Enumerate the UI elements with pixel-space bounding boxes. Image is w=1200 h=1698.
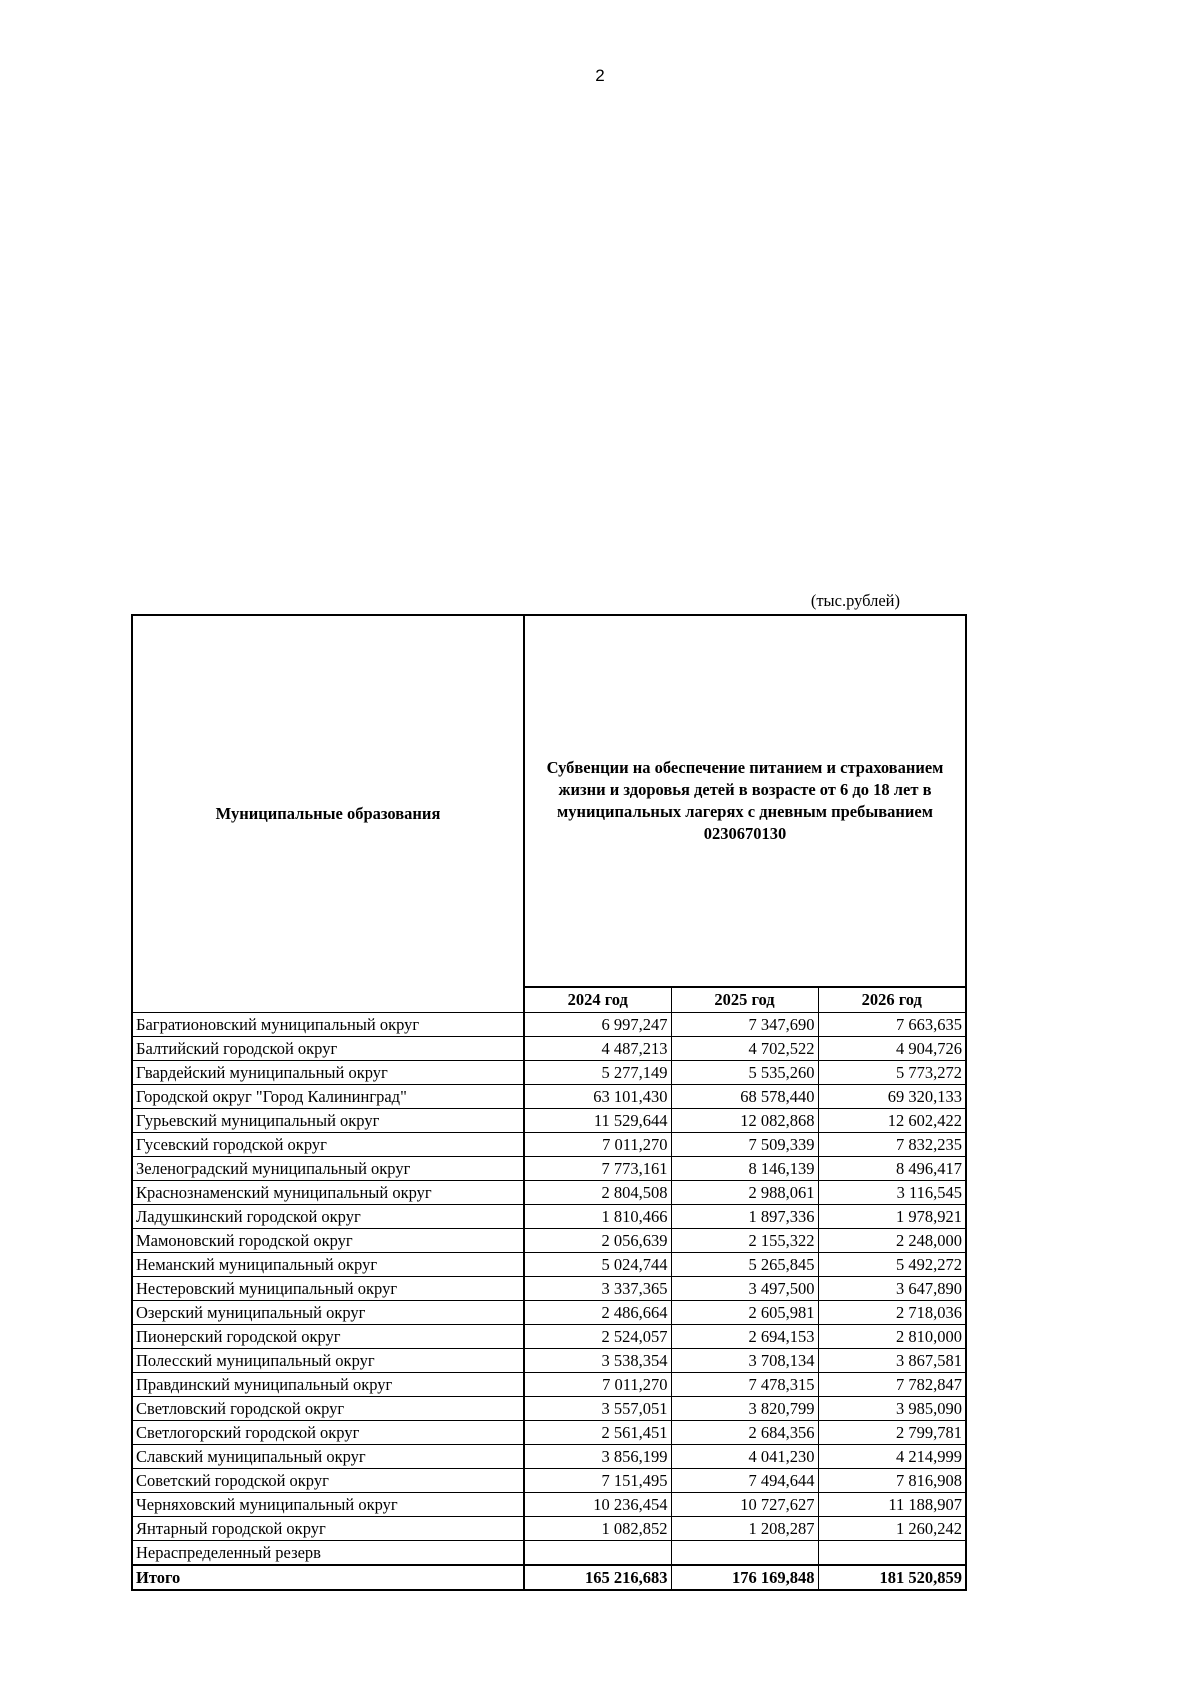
- value-2025: 2 988,061: [671, 1181, 818, 1205]
- table-row: [132, 1541, 966, 1566]
- value-2024: 2 804,508: [524, 1181, 671, 1205]
- value-2024: 10 236,454: [524, 1493, 671, 1517]
- municipality-name: Ладушкинский городской округ: [132, 1205, 524, 1229]
- value-2026: 3 867,581: [818, 1349, 966, 1373]
- municipality-name: Багратионовский муниципальный округ: [132, 1013, 524, 1037]
- municipality-name: Городской округ "Город Калининград": [132, 1085, 524, 1109]
- page-number: 2: [595, 66, 605, 85]
- value-2026: 2 810,000: [818, 1325, 966, 1349]
- table-row: [132, 1301, 966, 1325]
- value-2025: 2 694,153: [671, 1325, 818, 1349]
- value-2024: 11 529,644: [524, 1109, 671, 1133]
- value-2025: 2 155,322: [671, 1229, 818, 1253]
- municipality-name: Янтарный городской округ: [132, 1517, 524, 1541]
- value-2026: 5 773,272: [818, 1061, 966, 1085]
- table-row: [132, 1133, 966, 1157]
- total-label: Итого: [132, 1565, 524, 1590]
- value-2025: 7 509,339: [671, 1133, 818, 1157]
- table-row: [132, 1469, 966, 1493]
- table-row: [132, 1493, 966, 1517]
- value-2026: 1 978,921: [818, 1205, 966, 1229]
- table-row: [132, 1109, 966, 1133]
- value-2026: 8 496,417: [818, 1157, 966, 1181]
- value-2025: 68 578,440: [671, 1085, 818, 1109]
- municipality-name: Нераспределенный резерв: [132, 1541, 524, 1566]
- table-row: [132, 1181, 966, 1205]
- value-2024: 7 011,270: [524, 1133, 671, 1157]
- municipality-name: Нестеровский муниципальный округ: [132, 1277, 524, 1301]
- total-2025: 176 169,848: [671, 1565, 818, 1590]
- table-row: [132, 1421, 966, 1445]
- value-2024: 6 997,247: [524, 1013, 671, 1037]
- header-year-2024: 2024 год: [524, 987, 671, 1013]
- value-2025: 5 265,845: [671, 1253, 818, 1277]
- value-2025: 1 897,336: [671, 1205, 818, 1229]
- value-2026: 3 647,890: [818, 1277, 966, 1301]
- value-2026: 2 248,000: [818, 1229, 966, 1253]
- municipality-name: Гвардейский муниципальный округ: [132, 1061, 524, 1085]
- municipality-name: Славский муниципальный округ: [132, 1445, 524, 1469]
- table-body: [132, 1013, 966, 1591]
- municipality-name: Светлогорский городской округ: [132, 1421, 524, 1445]
- value-2026: 4 904,726: [818, 1037, 966, 1061]
- value-2026: 1 260,242: [818, 1517, 966, 1541]
- table-row: [132, 1157, 966, 1181]
- table-row: [132, 1205, 966, 1229]
- value-2024: 2 524,057: [524, 1325, 671, 1349]
- value-2024: [524, 1541, 671, 1566]
- value-2025: 7 347,690: [671, 1013, 818, 1037]
- total-2026: 181 520,859: [818, 1565, 966, 1590]
- value-2025: 4 041,230: [671, 1445, 818, 1469]
- value-2025: 7 478,315: [671, 1373, 818, 1397]
- value-2024: 1 082,852: [524, 1517, 671, 1541]
- value-2024: 2 056,639: [524, 1229, 671, 1253]
- subvention-table: [131, 614, 967, 1591]
- value-2025: 5 535,260: [671, 1061, 818, 1085]
- table-row: [132, 1325, 966, 1349]
- value-2026: 12 602,422: [818, 1109, 966, 1133]
- value-2025: 3 820,799: [671, 1397, 818, 1421]
- value-2024: 3 538,354: [524, 1349, 671, 1373]
- table-row: [132, 1445, 966, 1469]
- table-row: [132, 1037, 966, 1061]
- total-row: [132, 1565, 966, 1590]
- value-2024: 5 024,744: [524, 1253, 671, 1277]
- municipality-name: Гурьевский муниципальный округ: [132, 1109, 524, 1133]
- value-2026: 5 492,272: [818, 1253, 966, 1277]
- municipality-name: Балтийский городской округ: [132, 1037, 524, 1061]
- value-2026: 7 663,635: [818, 1013, 966, 1037]
- municipality-name: Полесский муниципальный округ: [132, 1349, 524, 1373]
- value-2025: [671, 1541, 818, 1566]
- header-year-2026: 2026 год: [818, 987, 966, 1013]
- table-row: [132, 1061, 966, 1085]
- value-2024: 1 810,466: [524, 1205, 671, 1229]
- units-note: (тыс.рублей): [810, 591, 900, 610]
- value-2026: 69 320,133: [818, 1085, 966, 1109]
- table-row: [132, 1397, 966, 1421]
- table-row: [132, 1085, 966, 1109]
- municipality-name: Светловский городской округ: [132, 1397, 524, 1421]
- header-subvention-code: 0230670130: [703, 823, 787, 843]
- value-2026: [818, 1541, 966, 1566]
- municipality-name: Мамоновский городской округ: [132, 1229, 524, 1253]
- municipality-name: Неманский муниципальный округ: [132, 1253, 524, 1277]
- table-row: [132, 1253, 966, 1277]
- header-municipalities: Муниципальные образования: [132, 615, 524, 1013]
- header-year-2025: 2025 год: [671, 987, 818, 1013]
- value-2026: 3 985,090: [818, 1397, 966, 1421]
- table-row: [132, 1349, 966, 1373]
- value-2026: 11 188,907: [818, 1493, 966, 1517]
- value-2024: 3 337,365: [524, 1277, 671, 1301]
- municipality-name: Черняховский муниципальный округ: [132, 1493, 524, 1517]
- value-2024: 4 487,213: [524, 1037, 671, 1061]
- value-2024: 7 151,495: [524, 1469, 671, 1493]
- table-row: [132, 1013, 966, 1037]
- header-subvention-title: Субвенции на обеспечение питанием и страхованием жизни и здоровья детей в возрасте от 6 до 18 лет в муниципальных лагерях с дневным пребыванием: [546, 757, 944, 821]
- value-2024: 7 773,161: [524, 1157, 671, 1181]
- value-2025: 4 702,522: [671, 1037, 818, 1061]
- value-2024: 3 856,199: [524, 1445, 671, 1469]
- value-2025: 3 708,134: [671, 1349, 818, 1373]
- municipality-name: Советский городской округ: [132, 1469, 524, 1493]
- municipality-name: Озерский муниципальный округ: [132, 1301, 524, 1325]
- header-subvention: [524, 615, 966, 987]
- value-2026: 3 116,545: [818, 1181, 966, 1205]
- value-2026: 4 214,999: [818, 1445, 966, 1469]
- value-2025: 1 208,287: [671, 1517, 818, 1541]
- table-row: [132, 1373, 966, 1397]
- value-2026: 2 718,036: [818, 1301, 966, 1325]
- total-2024: 165 216,683: [524, 1565, 671, 1590]
- table-row: [132, 1277, 966, 1301]
- value-2024: 2 561,451: [524, 1421, 671, 1445]
- municipality-name: Гусевский городской округ: [132, 1133, 524, 1157]
- table-row: [132, 1517, 966, 1541]
- value-2025: 12 082,868: [671, 1109, 818, 1133]
- value-2025: 7 494,644: [671, 1469, 818, 1493]
- value-2026: 2 799,781: [818, 1421, 966, 1445]
- municipality-name: Правдинский муниципальный округ: [132, 1373, 524, 1397]
- value-2025: 3 497,500: [671, 1277, 818, 1301]
- value-2024: 7 011,270: [524, 1373, 671, 1397]
- municipality-name: Пионерский городской округ: [132, 1325, 524, 1349]
- value-2026: 7 816,908: [818, 1469, 966, 1493]
- value-2024: 63 101,430: [524, 1085, 671, 1109]
- value-2026: 7 782,847: [818, 1373, 966, 1397]
- value-2025: 2 684,356: [671, 1421, 818, 1445]
- municipality-name: Краснознаменский муниципальный округ: [132, 1181, 524, 1205]
- value-2024: 3 557,051: [524, 1397, 671, 1421]
- value-2025: 8 146,139: [671, 1157, 818, 1181]
- value-2024: 5 277,149: [524, 1061, 671, 1085]
- value-2026: 7 832,235: [818, 1133, 966, 1157]
- municipality-name: Зеленоградский муниципальный округ: [132, 1157, 524, 1181]
- table-row: [132, 1229, 966, 1253]
- value-2024: 2 486,664: [524, 1301, 671, 1325]
- value-2025: 2 605,981: [671, 1301, 818, 1325]
- value-2025: 10 727,627: [671, 1493, 818, 1517]
